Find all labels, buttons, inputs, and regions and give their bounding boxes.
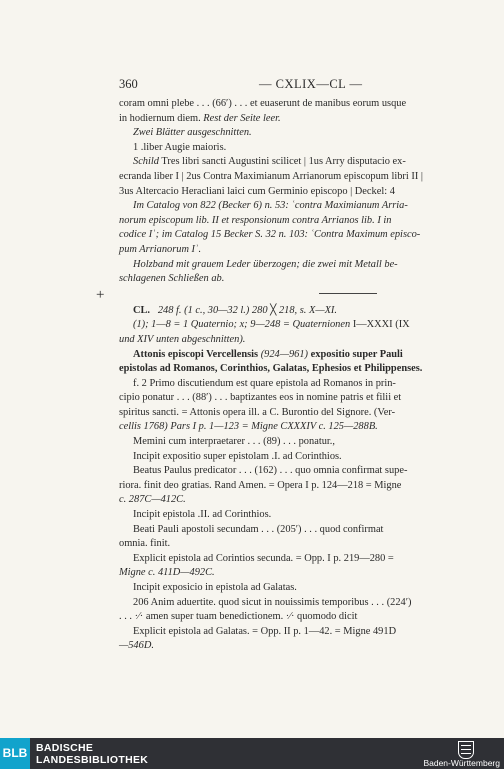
page-header (119, 76, 449, 92)
text-line: in hodiernum diem. Rest der Seite leer. (119, 112, 281, 124)
text-line: coram omni plebe . . . (66ʹ) . . . et euaserunt de manibus eorum usque (119, 98, 407, 109)
text-line: norum episcopum lib. II et responsionum contra Arrianos lib. I in (119, 214, 392, 226)
text-line: 1 .liber Augie maioris. (133, 141, 227, 153)
text-line: codice Iʾ; im Catalog 15 Becker S. 32 n. 103: ʿContra Maximum episco- (119, 229, 421, 241)
text-line: Migne c. 411D—492C. (119, 567, 215, 579)
text-line: Incipit expositio super epistolam .I. ad Corinthios. (133, 450, 342, 462)
entry-range: — CXLIX—CL — (259, 77, 363, 91)
text-line: ecranda liber I | 2us Contra Maximianum Arrianorum episcopum libri II | (119, 170, 423, 182)
text-line: und XIV unten abgeschnitten). (119, 333, 246, 345)
library-name: BADISCHE LANDESBIBLIOTHEK (36, 742, 149, 766)
text-line: (1); 1—8 = 1 Quaternio; x; 9—248 = Quaternionen I—XXXI (IX (133, 319, 410, 331)
text-line: 3us Altercacio Heracliani laici cum Germinio episcopo | Deckel: 4 (119, 185, 395, 197)
catalog-text (119, 97, 453, 654)
text-line: Memini cum interpraetarer . . . (89) . . . ponatur., (133, 436, 335, 448)
entry-heading: CL. 248 f. (1 c., 30—32 l.) 280 ╳ 218, s. X—XI. (133, 304, 337, 316)
page-number: 360 (119, 77, 138, 91)
text-line: omnia. finit. (119, 538, 171, 550)
text-line: f. 2 Primo discutiendum est quare epistola ad Romanos in prin- (133, 377, 396, 389)
text-line: . . . ·⁄· amen super tuam benedictionem. ·⁄· quomodo dicit (119, 611, 358, 623)
text-line: c. 287C—412C. (119, 494, 186, 506)
text-line: schlagenen Schließen ab. (119, 273, 225, 285)
region-label: Baden-Württemberg (423, 758, 500, 768)
text-line: riora. finit deo gratias. Rand Amen. = Opera I p. 124—218 = Migne (119, 479, 402, 491)
margin-mark: + (96, 287, 105, 303)
text-line: Beatus Paulus predicator . . . (162) . . . quo omnia confirmat supe- (133, 465, 408, 477)
text-line: —546D. (119, 640, 154, 652)
library-footer (0, 738, 504, 769)
text-line: pum Arrianorum Iʾ. (119, 243, 202, 255)
text-line: Zwei Blätter ausgeschnitten. (133, 127, 252, 139)
text-line: spiritus sancti. = Attonis opera ill. a C. Burontio del Signore. (Ver- (119, 406, 396, 418)
text-line: Incipit epistola .II. ad Corinthios. (133, 509, 272, 521)
blb-logo[interactable]: BLB (0, 738, 30, 769)
text-line: cipio ponatur . . . (88ʹ) . . . baptizantes eos in nomine patris et filii et (119, 392, 402, 404)
text-line: Im Catalog von 822 (Becker 6) n. 53: ʿcontra Maximianum Arria- (133, 200, 408, 212)
text-line: 206 Anim aduertite. quod sicut in nouissimis temporibus . . . (224ʹ) (133, 596, 412, 608)
text-line: Explicit epistola ad Galatas. = Opp. II p. 1—42. = Migne 491D (133, 625, 397, 637)
coat-of-arms-icon (458, 741, 474, 759)
text-line: Incipit exposicio in epistola ad Galatas. (133, 582, 297, 593)
text-line: Beati Pauli apostoli secundam . . . (205ʹ) . . . quod confirmat (133, 523, 384, 535)
text-line: Schild Tres libri sancti Augustini scilicet | 1us Arry disputacio ex- (133, 156, 406, 168)
text-line: epistolas ad Romanos, Corinthios, Galatas, Ephesios et Philippenses. (119, 363, 423, 375)
text-line: Attonis episcopi Vercellensis (924—961) expositio super Pauli (133, 348, 403, 360)
text-line: Explicit epistola ad Corintios secunda. = Opp. I p. 219—280 = (133, 552, 394, 564)
text-line: Holzband mit grauem Leder überzogen; die zwei mit Metall be- (133, 258, 398, 270)
section-divider (319, 293, 377, 294)
text-line: cellis 1768) Pars I p. 1—123 = Migne CXXXIV c. 125—288B. (119, 421, 378, 433)
